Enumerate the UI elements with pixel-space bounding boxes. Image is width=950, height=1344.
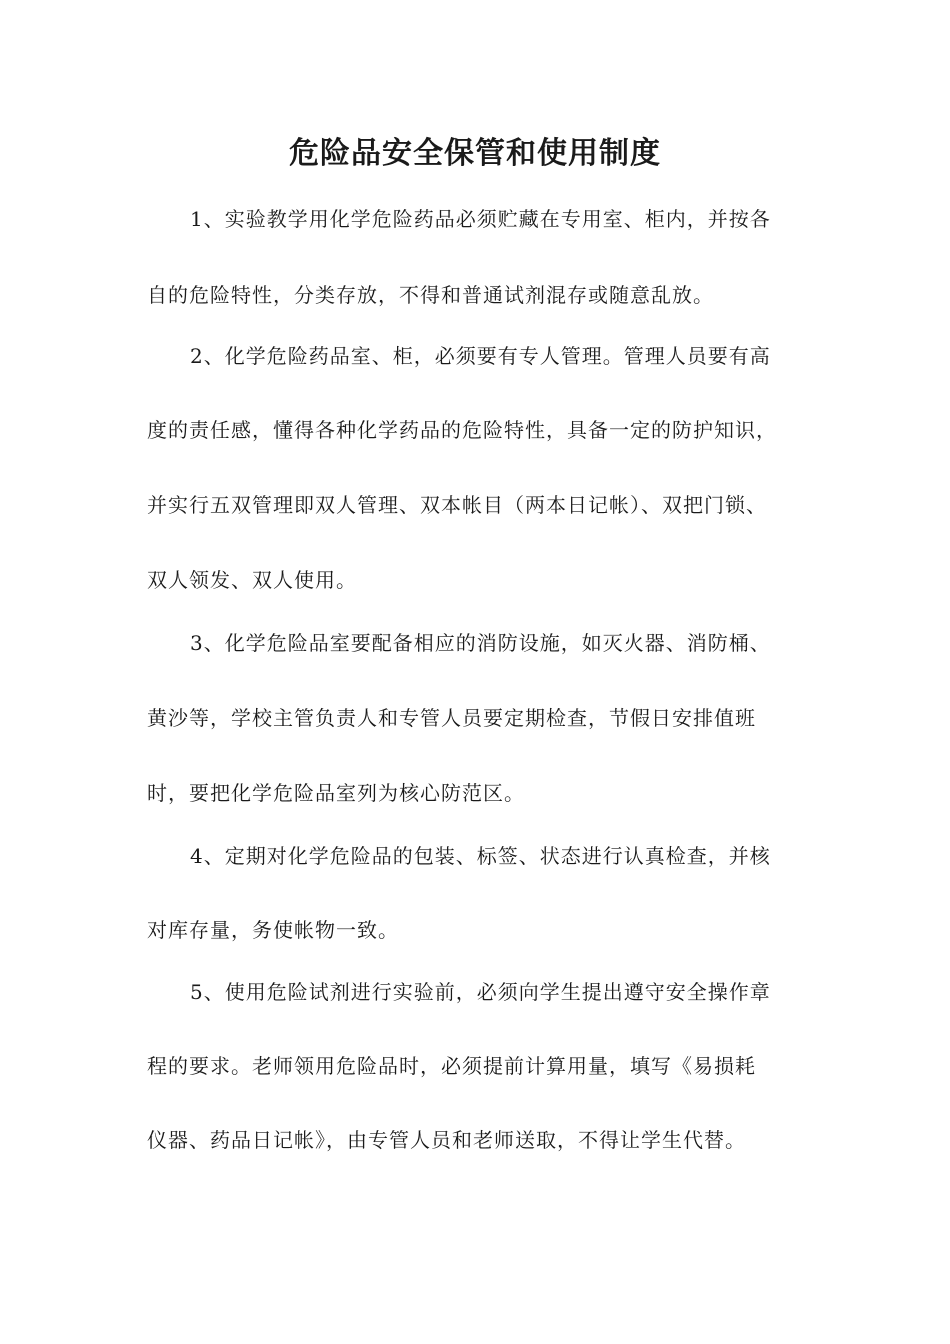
para-2-line-4: 双人领发、双人使用。 — [147, 568, 357, 592]
para-4-line-2: 对库存量，务使帐物一致。 — [147, 918, 399, 942]
para-4-line-1: 4、定期对化学危险品的包装、标签、状态进行认真检查，并核 — [190, 844, 771, 868]
para-5-line-2: 程的要求。老师领用危险品时，必须提前计算用量，填写《易损耗 — [147, 1054, 756, 1078]
para-3-line-2: 黄沙等，学校主管负责人和专管人员要定期检查，节假日安排值班 — [147, 706, 756, 730]
para-1-line-1: 1、实验教学用化学危险药品必须贮藏在专用室、柜内，并按各 — [190, 207, 771, 231]
para-5-line-1: 5、使用危险试剂进行实验前，必须向学生提出遵守安全操作章 — [190, 980, 771, 1004]
document-title: 危险品安全保管和使用制度 — [289, 136, 661, 171]
para-2-line-1: 2、化学危险药品室、柜，必须要有专人管理。管理人员要有高 — [190, 344, 771, 368]
para-2-line-2: 度的责任感，懂得各种化学药品的危险特性，具备一定的防护知识， — [147, 418, 777, 442]
para-2-line-3: 并实行五双管理即双人管理、双本帐目（两本日记帐）、双把门锁、 — [147, 493, 767, 517]
para-3-line-3: 时，要把化学危险品室列为核心防范区。 — [147, 781, 525, 805]
para-1-line-2: 自的危险特性，分类存放，不得和普通试剂混存或随意乱放。 — [147, 283, 714, 307]
para-3-line-1: 3、化学危险品室要配备相应的消防设施，如灭火器、消防桶、 — [190, 631, 771, 655]
para-5-line-3: 仪器、药品日记帐》，由专管人员和老师送取，不得让学生代替。 — [147, 1128, 746, 1152]
